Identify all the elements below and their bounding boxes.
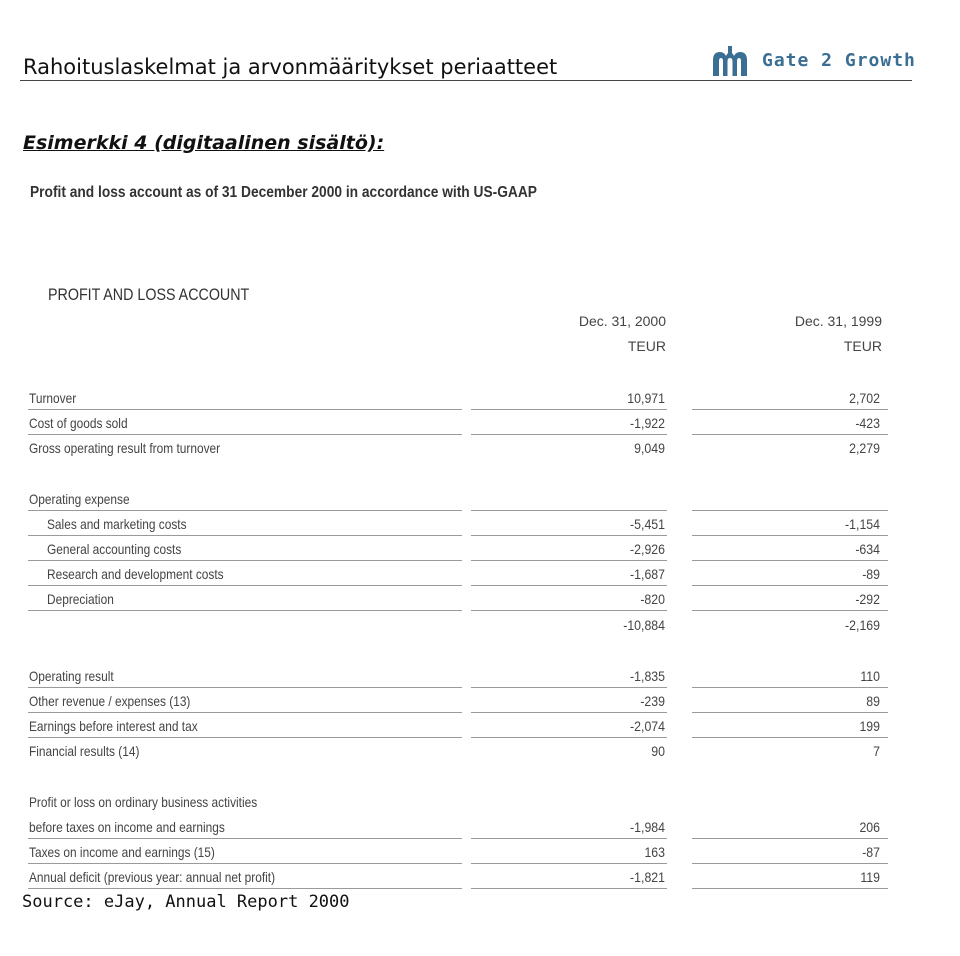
row-rule: [28, 560, 462, 561]
value-2000: -2,074: [630, 718, 665, 734]
value-1999: 110: [860, 668, 880, 684]
value-1999: 119: [860, 869, 880, 885]
table-row: [0, 563, 960, 587]
row-label: General accounting costs: [47, 541, 182, 557]
row-label: Operating result: [29, 668, 114, 684]
value-1999: -1,154: [845, 516, 880, 532]
row-rule: [28, 434, 462, 435]
value-1999: 2,279: [849, 440, 880, 456]
gate2growth-logo-icon: [710, 46, 750, 76]
column-header-date-2000: Dec. 31, 2000: [578, 313, 666, 329]
row-rule: [692, 888, 888, 889]
value-1999: 199: [859, 718, 880, 734]
value-2000: -1,922: [630, 415, 665, 431]
row-rule: [28, 409, 462, 410]
example-heading: Esimerkki 4 (digitaalinen sisältö):: [23, 132, 385, 154]
row-label: Turnover: [29, 390, 77, 406]
row-rule: [28, 510, 462, 511]
value-1999: -423: [855, 415, 880, 431]
value-2000: -820: [640, 591, 665, 607]
row-rule: [471, 712, 667, 713]
row-rule: [471, 838, 667, 839]
row-label: Other revenue / expenses (13): [29, 693, 191, 709]
row-rule: [692, 712, 888, 713]
value-1999: -89: [862, 566, 880, 582]
row-rule: [28, 838, 462, 839]
table-row: [0, 715, 960, 739]
row-label: Operating expense: [29, 491, 130, 507]
row-rule: [28, 535, 462, 536]
row-rule: [28, 737, 462, 738]
value-1999: -2,169: [845, 617, 880, 633]
header-divider: [20, 80, 912, 81]
row-label: Earnings before interest and tax: [29, 718, 198, 734]
row-label: Financial results (14): [29, 743, 140, 759]
row-rule: [692, 535, 888, 536]
row-rule: [692, 610, 888, 611]
row-label: Annual deficit (previous year: annual net profit): [29, 869, 276, 885]
value-2000: 90: [651, 743, 665, 759]
row-rule: [471, 434, 667, 435]
table-row: [0, 740, 960, 764]
row-label: Cost of goods sold: [29, 415, 128, 431]
value-1999: 2,702: [849, 390, 880, 406]
row-label: before taxes on income and earnings: [29, 819, 225, 835]
value-2000: 10,971: [627, 390, 665, 406]
row-rule: [692, 560, 888, 561]
source-note: Source: eJay, Annual Report 2000: [22, 892, 350, 912]
value-2000: -1,835: [630, 668, 665, 684]
table-row: [0, 437, 960, 461]
logo-text: Gate 2 Growth: [762, 50, 916, 71]
value-2000: -1,984: [630, 819, 665, 835]
value-2000: -5,451: [630, 516, 665, 532]
row-label: Taxes on income and earnings (15): [29, 844, 215, 860]
column-header-unit-1999: TEUR: [843, 338, 882, 354]
row-rule: [28, 687, 462, 688]
table-row: [0, 816, 960, 840]
value-1999: 89: [866, 693, 880, 709]
row-rule: [692, 687, 888, 688]
row-rule: [471, 687, 667, 688]
row-rule: [28, 610, 462, 611]
table-row: [0, 665, 960, 689]
row-label: Depreciation: [47, 591, 114, 607]
value-2000: -1,687: [630, 566, 665, 582]
report-subtitle: Profit and loss account as of 31 December 2000 in accordance with US-GAAP: [30, 184, 537, 201]
value-2000: 163: [644, 844, 665, 860]
column-header-date-1999: Dec. 31, 1999: [794, 313, 882, 329]
row-rule: [692, 838, 888, 839]
row-rule: [471, 560, 667, 561]
row-label: Sales and marketing costs: [47, 516, 187, 532]
value-2000: -1,821: [630, 869, 665, 885]
row-rule: [692, 409, 888, 410]
value-1999: -634: [855, 541, 880, 557]
row-label: Gross operating result from turnover: [29, 440, 221, 456]
table-row: [0, 387, 960, 411]
row-rule: [692, 863, 888, 864]
table-row: [0, 866, 960, 890]
row-rule: [692, 434, 888, 435]
row-rule: [471, 888, 667, 889]
table-row: [0, 614, 960, 638]
value-1999: -87: [862, 844, 880, 860]
value-2000: -10,884: [623, 617, 665, 633]
row-label: Profit or loss on ordinary business activities: [29, 794, 258, 810]
row-rule: [471, 585, 667, 586]
column-header-unit-2000: TEUR: [627, 338, 666, 354]
row-rule: [471, 409, 667, 410]
row-rule: [471, 863, 667, 864]
row-rule: [28, 888, 462, 889]
value-1999: 206: [859, 819, 880, 835]
row-rule: [28, 585, 462, 586]
row-rule: [692, 737, 888, 738]
row-label: Research and development costs: [47, 566, 224, 582]
table-row: [0, 841, 960, 865]
value-1999: 7: [873, 743, 880, 759]
account-title: PROFIT AND LOSS ACCOUNT: [48, 285, 250, 304]
value-2000: 9,049: [634, 440, 665, 456]
row-rule: [471, 737, 667, 738]
table-row: [0, 791, 960, 815]
row-rule: [471, 535, 667, 536]
row-rule: [471, 510, 667, 511]
table-row: [0, 588, 960, 612]
value-2000: -2,926: [630, 541, 665, 557]
page-title: Rahoituslaskelmat ja arvonmääritykset periaatteet: [23, 55, 558, 79]
row-rule: [28, 863, 462, 864]
value-1999: -292: [855, 591, 880, 607]
table-row: [0, 538, 960, 562]
row-rule: [692, 585, 888, 586]
table-row: [0, 488, 960, 512]
table-row: [0, 690, 960, 714]
value-2000: -239: [640, 693, 665, 709]
gate2growth-logo: [710, 44, 916, 76]
row-rule: [28, 712, 462, 713]
table-row: [0, 513, 960, 537]
table-row: [0, 412, 960, 436]
row-rule: [471, 610, 667, 611]
row-rule: [692, 510, 888, 511]
